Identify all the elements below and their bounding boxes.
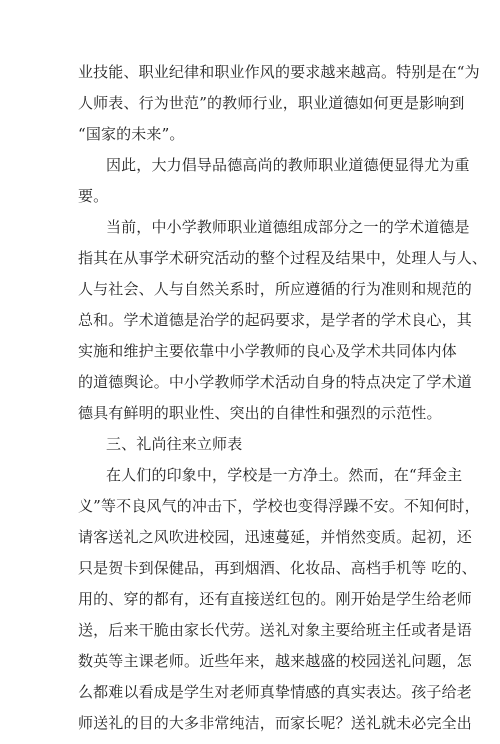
text-line-9: 总和。学术道德是治学的起码要求，是学者的学术良心，其 [78,311,472,329]
text-line-15: 义”等不良风气的冲击下，学校也变得浮躁不安。不知何时， [78,497,480,515]
text-line-22: 师送礼的目的大多非常纯洁，而家长呢？送礼就未必完全出 [78,714,472,732]
text-line-14: 在人们的印象中，学校是一方净土。然而，在“拜金主 [106,466,463,484]
text-line-20: 数英等主课老师。近些年来，越来越盛的校园送礼问题，怎 [78,652,472,670]
text-line-6: 当前，中小学教师职业道德组成部分之一的学术道德是 [106,218,470,236]
text-line-16: 请客送礼之风吹进校园，迅速蔓延，并悄然变质。起初，还 [78,528,472,546]
text-line-1: 业技能、职业纪律和职业作风的要求越来越高。特别是在“为 [78,63,480,81]
section-heading: 三、礼尚往来立师表 [106,435,243,453]
text-line-5: 要。 [78,187,109,205]
text-line-18: 用的、穿的都有，还有直接送红包的。刚开始是学生给老师 [78,590,472,608]
text-line-10: 实施和维护主要依靠中小学教师的良心及学术共同体内体 [78,342,457,360]
text-line-19: 送，后来干脆由家长代劳。送礼对象主要给班主任或者是语 [78,621,472,639]
text-line-4: 因此，大力倡导品德高尚的教师职业道德便显得尤为重 [106,156,470,174]
text-line-3: “国家的未来”。 [78,125,185,143]
text-line-8: 人与社会、人与自然关系时，所应遵循的行为准则和规范的 [78,280,472,298]
text-line-17: 只是贺卡到保健品，再到烟酒、化妆品、高档手机等 吃的、 [78,559,477,577]
text-line-11: 的道德舆论。中小学教师学术活动自身的特点决定了学术道 [78,373,472,391]
text-line-2: 人师表、行为世范”的教师行业，职业道德如何更是影响到 [78,94,465,112]
text-line-21: 么都难以看成是学生对老师真挚情感的真实表达。孩子给老 [78,683,472,701]
document-page [78,62,488,744]
text-line-7: 指其在从事学术研究活动的整个过程及结果中，处理人与人、 [78,249,488,267]
text-line-12: 德具有鲜明的职业性、突出的自律性和强烈的示范性。 [78,404,442,422]
